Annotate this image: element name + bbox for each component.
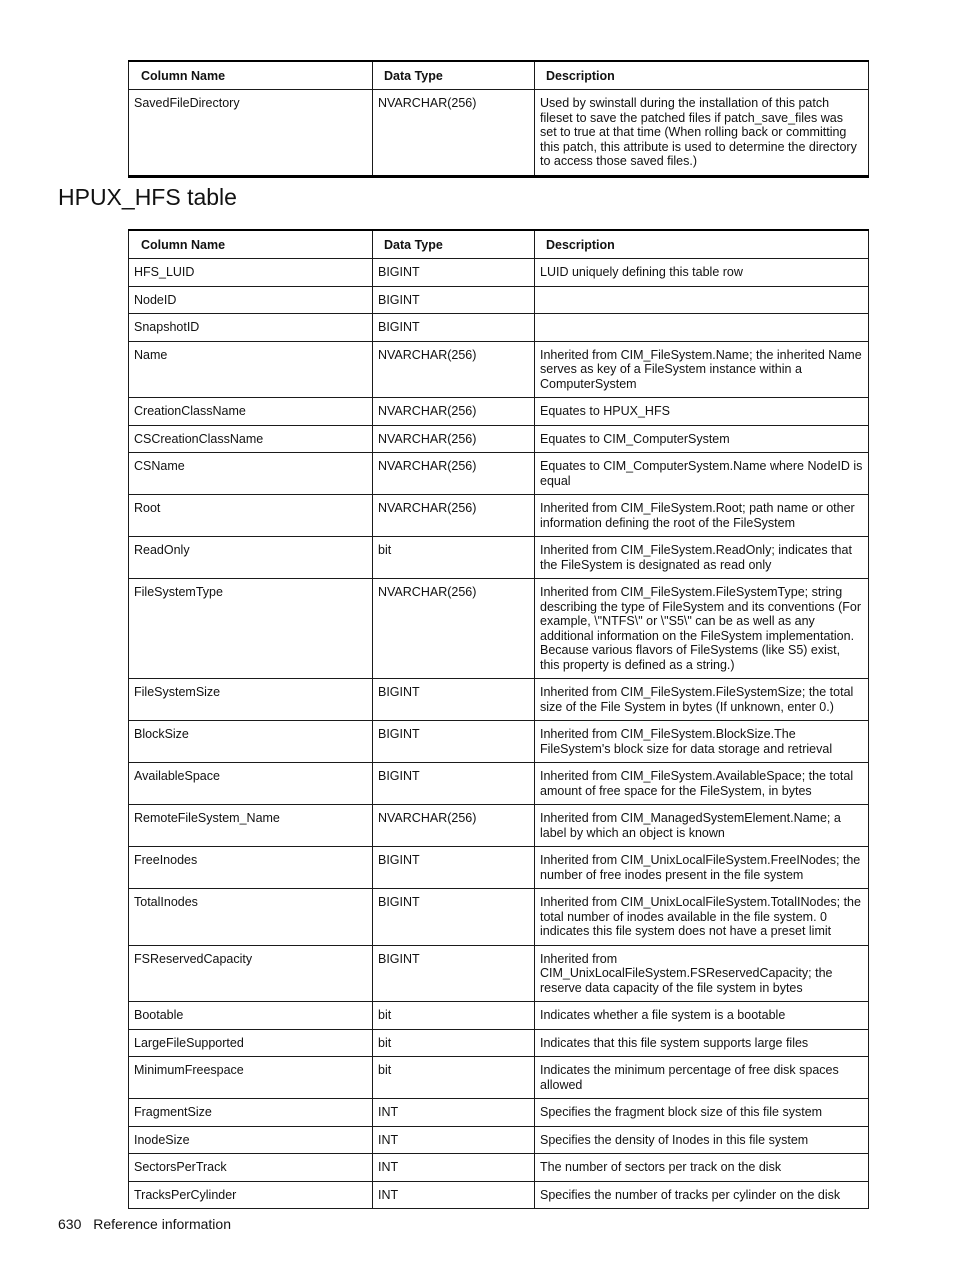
footer-section-label: Reference information <box>93 1216 231 1232</box>
cell-data-type: NVARCHAR(256) <box>373 453 535 495</box>
cell-column-name: Bootable <box>129 1002 373 1030</box>
cell-column-name: InodeSize <box>129 1126 373 1154</box>
column-header-type: Data Type <box>373 230 535 259</box>
cell-data-type: NVARCHAR(256) <box>373 398 535 426</box>
cell-data-type: NVARCHAR(256) <box>373 805 535 847</box>
table-row <box>129 537 869 579</box>
table-row <box>129 1099 869 1127</box>
cell-description: Inherited from CIM_FileSystem.AvailableSpace; the total amount of free space for the FileSystem, in bytes <box>535 763 869 805</box>
cell-column-name: NodeID <box>129 286 373 314</box>
section-title: HPUX_HFS table <box>58 184 237 210</box>
cell-data-type: BIGINT <box>373 889 535 946</box>
table-row <box>129 1181 869 1209</box>
table-row <box>129 847 869 889</box>
cell-description <box>535 286 869 314</box>
cell-data-type: bit <box>373 1057 535 1099</box>
cell-column-name: ReadOnly <box>129 537 373 579</box>
cell-column-name: FreeInodes <box>129 847 373 889</box>
table-row <box>129 259 869 287</box>
cell-description: Used by swinstall during the installation of this patch fileset to save the patched files if patch_save_files was set to true at that time (When rolling back or committing this patch, this attribute is used to determine the directory to access those saved files.) <box>535 90 869 177</box>
cell-column-name: BlockSize <box>129 721 373 763</box>
cell-data-type: bit <box>373 1029 535 1057</box>
table-row <box>129 1002 869 1030</box>
cell-column-name: CSName <box>129 453 373 495</box>
column-header-type: Data Type <box>373 61 535 90</box>
cell-data-type: NVARCHAR(256) <box>373 579 535 679</box>
table-row <box>129 805 869 847</box>
cell-description: Inherited from CIM_UnixLocalFileSystem.FSReservedCapacity; the reserve data capacity of the file system in bytes <box>535 945 869 1002</box>
table-row <box>129 889 869 946</box>
cell-column-name: AvailableSpace <box>129 763 373 805</box>
cell-description: Inherited from CIM_FileSystem.BlockSize.The FileSystem's block size for data storage and retrieval <box>535 721 869 763</box>
table-row <box>129 398 869 426</box>
cell-column-name: SavedFileDirectory <box>129 90 373 177</box>
cell-column-name: Root <box>129 495 373 537</box>
cell-column-name: FileSystemType <box>129 579 373 679</box>
table-row <box>129 341 869 398</box>
table-row <box>129 1154 869 1182</box>
cell-description: Inherited from CIM_FileSystem.FileSystemType; string describing the type of FileSystem and its conventions (For example, \"NTFS\" or \"S5\" can be as well as any additional information on the FileSystem implementation. Because various flavors of FileSystems (like S5) exist, this property is defined as a string.) <box>535 579 869 679</box>
page-footer <box>58 1216 231 1232</box>
table-row <box>129 90 869 177</box>
cell-data-type: INT <box>373 1154 535 1182</box>
column-header-name: Column Name <box>129 230 373 259</box>
cell-data-type: BIGINT <box>373 286 535 314</box>
cell-data-type: NVARCHAR(256) <box>373 90 535 177</box>
table-header-row <box>129 61 869 90</box>
column-header-name: Column Name <box>129 61 373 90</box>
cell-column-name: HFS_LUID <box>129 259 373 287</box>
cell-column-name: LargeFileSupported <box>129 1029 373 1057</box>
cell-data-type: BIGINT <box>373 259 535 287</box>
cell-data-type: NVARCHAR(256) <box>373 495 535 537</box>
column-header-description: Description <box>535 230 869 259</box>
cell-column-name: RemoteFileSystem_Name <box>129 805 373 847</box>
cell-description: LUID uniquely defining this table row <box>535 259 869 287</box>
cell-column-name: SectorsPerTrack <box>129 1154 373 1182</box>
cell-data-type: INT <box>373 1181 535 1209</box>
cell-data-type: bit <box>373 537 535 579</box>
table-row <box>129 495 869 537</box>
page-number: 630 <box>58 1216 82 1232</box>
cell-description: Inherited from CIM_UnixLocalFileSystem.FreeINodes; the number of free inodes present in the file system <box>535 847 869 889</box>
cell-description: Inherited from CIM_FileSystem.Name; the inherited Name serves as key of a FileSystem instance within a ComputerSystem <box>535 341 869 398</box>
cell-column-name: FragmentSize <box>129 1099 373 1127</box>
cell-column-name: FSReservedCapacity <box>129 945 373 1002</box>
table-row <box>129 945 869 1002</box>
cell-data-type: INT <box>373 1099 535 1127</box>
cell-column-name: TracksPerCylinder <box>129 1181 373 1209</box>
cell-description: Indicates the minimum percentage of free disk spaces allowed <box>535 1057 869 1099</box>
column-header-description: Description <box>535 61 869 90</box>
cell-description <box>535 314 869 342</box>
cell-description: The number of sectors per track on the disk <box>535 1154 869 1182</box>
cell-description: Specifies the number of tracks per cylinder on the disk <box>535 1181 869 1209</box>
cell-description: Inherited from CIM_ManagedSystemElement.Name; a label by which an object is known <box>535 805 869 847</box>
table-row <box>129 679 869 721</box>
cell-data-type: BIGINT <box>373 721 535 763</box>
saved-file-directory-table <box>128 60 869 178</box>
cell-data-type: bit <box>373 1002 535 1030</box>
table-row <box>129 453 869 495</box>
cell-column-name: SnapshotID <box>129 314 373 342</box>
cell-data-type: NVARCHAR(256) <box>373 425 535 453</box>
cell-description: Indicates whether a file system is a bootable <box>535 1002 869 1030</box>
cell-description: Equates to CIM_ComputerSystem <box>535 425 869 453</box>
table-row <box>129 763 869 805</box>
cell-description: Specifies the density of Inodes in this file system <box>535 1126 869 1154</box>
cell-column-name: CSCreationClassName <box>129 425 373 453</box>
table-row <box>129 579 869 679</box>
table-row <box>129 1126 869 1154</box>
table-header-row <box>129 230 869 259</box>
cell-data-type: BIGINT <box>373 945 535 1002</box>
table-row <box>129 425 869 453</box>
table-row <box>129 1029 869 1057</box>
cell-description: Inherited from CIM_UnixLocalFileSystem.TotalINodes; the total number of inodes available in the file system. 0 indicates this file system does not have a preset limit <box>535 889 869 946</box>
cell-data-type: BIGINT <box>373 679 535 721</box>
cell-description: Inherited from CIM_FileSystem.ReadOnly; indicates that the FileSystem is designated as read only <box>535 537 869 579</box>
table-row <box>129 314 869 342</box>
cell-description: Indicates that this file system supports large files <box>535 1029 869 1057</box>
cell-description: Inherited from CIM_FileSystem.FileSystemSize; the total size of the File System in bytes (If unknown, enter 0.) <box>535 679 869 721</box>
table-row <box>129 286 869 314</box>
cell-data-type: BIGINT <box>373 847 535 889</box>
cell-description: Specifies the fragment block size of this file system <box>535 1099 869 1127</box>
cell-description: Equates to HPUX_HFS <box>535 398 869 426</box>
cell-column-name: FileSystemSize <box>129 679 373 721</box>
cell-column-name: TotalInodes <box>129 889 373 946</box>
cell-data-type: BIGINT <box>373 763 535 805</box>
cell-column-name: Name <box>129 341 373 398</box>
cell-column-name: CreationClassName <box>129 398 373 426</box>
table-body <box>129 259 869 1209</box>
table-row <box>129 1057 869 1099</box>
table-row <box>129 721 869 763</box>
cell-column-name: MinimumFreespace <box>129 1057 373 1099</box>
cell-data-type: NVARCHAR(256) <box>373 341 535 398</box>
cell-data-type: BIGINT <box>373 314 535 342</box>
hpux-hfs-table <box>128 229 869 1209</box>
cell-data-type: INT <box>373 1126 535 1154</box>
cell-description: Equates to CIM_ComputerSystem.Name where NodeID is equal <box>535 453 869 495</box>
cell-description: Inherited from CIM_FileSystem.Root; path name or other information defining the root of the FileSystem <box>535 495 869 537</box>
